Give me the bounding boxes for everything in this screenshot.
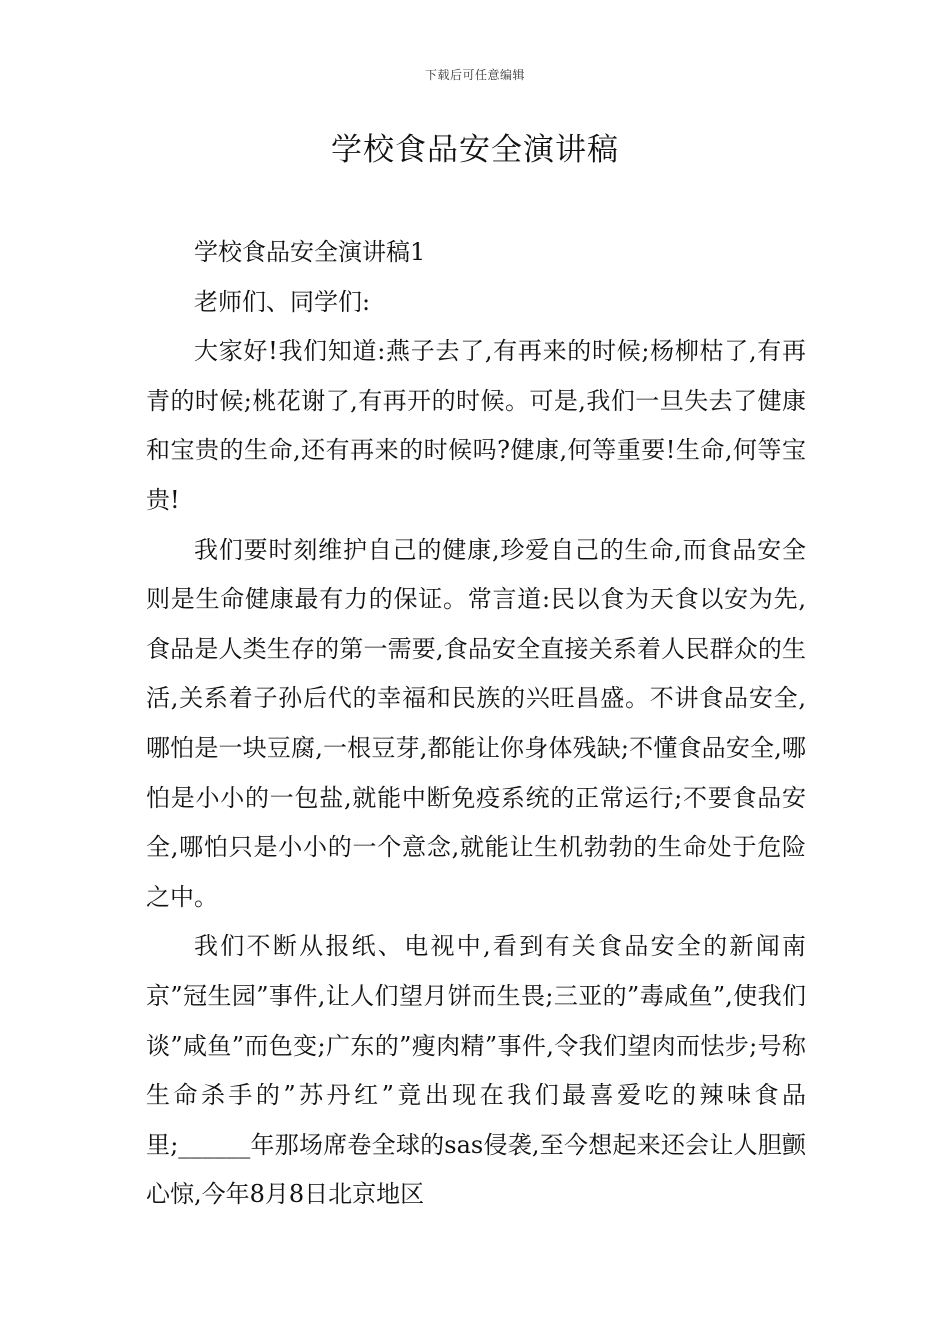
body-paragraph: 我们不断从报纸、电视中,看到有关食品安全的新闻南京”冠生园”事件,让人们望月饼而生畏;三亚的”毒咸鱼”,使我们谈”咸鱼”而色变;广东的”瘦肉精”事件,令我们望肉而怯步;号称生命杀手的”苏丹红”竟出现在我们最喜爱吃的辣味食品里;______年那场席卷全球的sas侵袭,至今想起来还会让人胆颤心惊,今年8月8日北京地区 [146,932,806,1209]
header-note: 下载后可任意编辑 [424,68,525,82]
section-heading: 学校食品安全演讲稿1 [194,238,426,266]
document-title: 学校食品安全演讲稿 [331,132,619,168]
document-body [146,228,806,1220]
body-paragraph: 我们要时刻维护自己的健康,珍爱自己的生命,而食品安全则是生命健康最有力的保证。常言道:民以食为天食以安为先,食品是人类生存的第一需要,食品安全直接关系着人民群众的生活,关系着子孙后代的幸福和民族的兴旺昌盛。不讲食品安全,哪怕是一块豆腐,一根豆芽,都能让你身体残缺;不懂食品安全,哪怕是小小的一包盐,就能中断免疫系统的正常运行;不要食品安全,哪怕只是小小的一个意念,就能让生机勃勃的生命处于危险之中。 [146,535,806,911]
salutation: 老师们、同学们: [194,287,371,316]
body-paragraph: 大家好!我们知道:燕子去了,有再来的时候;杨柳枯了,有再青的时候;桃花谢了,有再开的时候。可是,我们一旦失去了健康和宝贵的生命,还有再来的时候吗?健康,何等重要!生命,何等宝贵! [146,337,806,514]
